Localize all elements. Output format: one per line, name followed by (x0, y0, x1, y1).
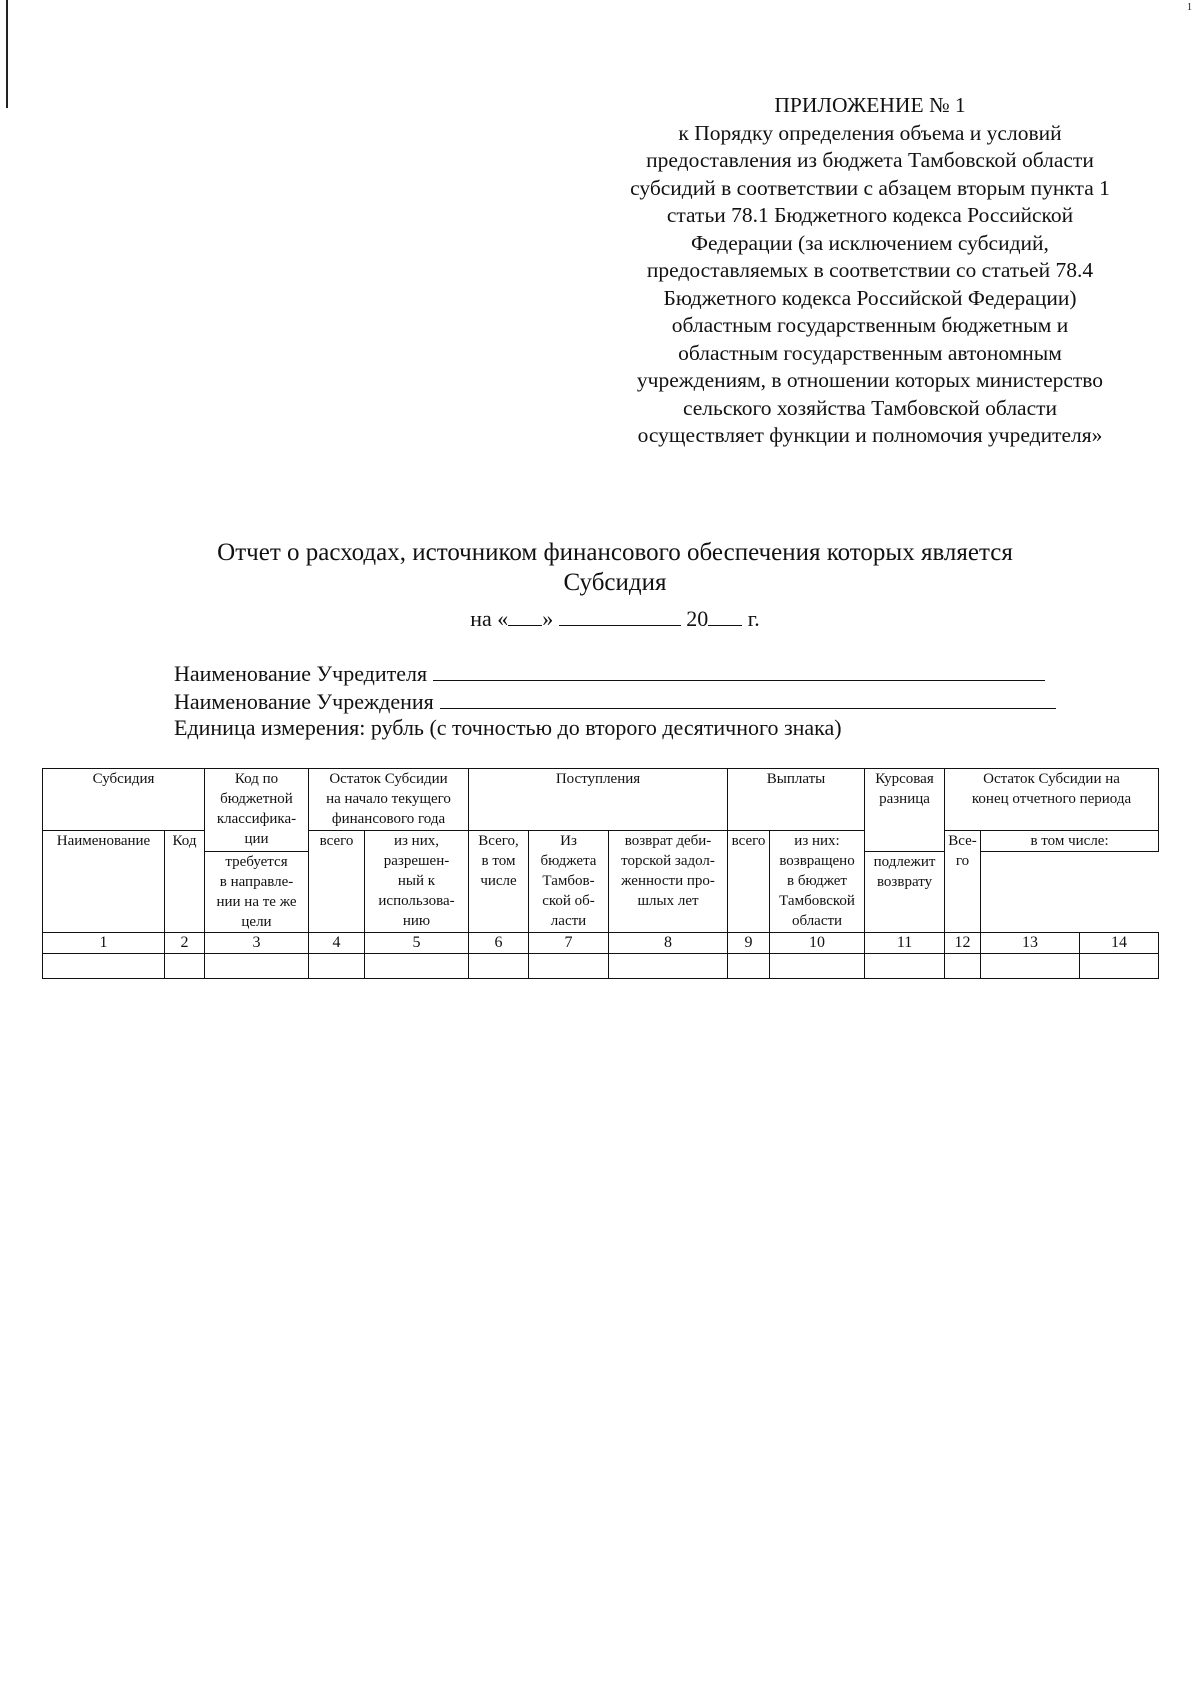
appendix-line: предоставления из бюджета Тамбовской области (646, 148, 1094, 172)
column-number: 6 (469, 933, 529, 954)
date-mid: » (542, 606, 554, 631)
header-budget-code: Код по бюджетной классифика- ции (205, 769, 309, 852)
header-exchange-diff: Курсовая разница (865, 769, 945, 852)
header-receipts-debt-return: возврат деби- торской задол- женности про- шлых лет (609, 831, 728, 933)
report-table (42, 768, 1159, 979)
table-cell[interactable] (728, 954, 770, 979)
column-number: 10 (770, 933, 865, 954)
appendix-line: Федерации (за исключением субсидий, (691, 230, 1049, 255)
column-number: 4 (309, 933, 365, 954)
header-end-required: требуется в направле- нии на те же цели (205, 852, 309, 933)
header-end-total: Все- го (945, 831, 981, 933)
founder-field (174, 660, 1056, 688)
report-title (150, 538, 1080, 598)
unit-of-measure: Единица измерения: рубль (с точностью до второго десятичного знака) (174, 715, 842, 740)
table-cell[interactable] (529, 954, 609, 979)
appendix-line: областным государственным бюджетным и (671, 313, 1069, 337)
year-blank[interactable] (708, 605, 742, 626)
column-number: 8 (609, 933, 728, 954)
header-start-permitted: из них, разрешен- ный к использова- нию (365, 831, 469, 933)
report-fields (174, 660, 1056, 742)
table-cell[interactable] (309, 954, 365, 979)
column-number: 2 (165, 933, 205, 954)
institution-blank[interactable] (440, 688, 1056, 709)
date-year: 20 (686, 606, 709, 631)
appendix-line: учреждениям, в отношении которых министерство (636, 368, 1104, 392)
appendix-line: осуществляет функции и полномочия учредителя» (637, 423, 1103, 447)
column-number: 1 (43, 933, 165, 954)
column-number: 13 (981, 933, 1080, 954)
appendix-line: субсидий в соответствии с абзацем вторым пункта 1 (630, 175, 1110, 200)
header-code: Код (165, 831, 205, 933)
institution-label: Наименование Учреждения (174, 688, 434, 714)
header-payments: Выплаты (728, 769, 865, 831)
table-cell[interactable] (365, 954, 469, 979)
page-corner-mark: 1 (1187, 2, 1192, 13)
header-end-including: в том числе: (981, 831, 1159, 852)
header-receipts-budget: Из бюджета Тамбов- ской об- ласти (529, 831, 609, 933)
founder-blank[interactable] (433, 660, 1045, 681)
appendix-line: областным государственным автономным (678, 340, 1062, 365)
header-start-total: всего (309, 831, 365, 933)
appendix-line: к Порядку определения объема и условий (678, 120, 1062, 145)
table-cell[interactable] (165, 954, 205, 979)
date-prefix: на « (470, 606, 509, 631)
column-number: 5 (365, 933, 469, 954)
header-end-balance: Остаток Субсидии на конец отчетного периода (945, 769, 1159, 831)
day-blank[interactable] (508, 605, 542, 626)
report-title-line: Отчет о расходах, источником финансового обеспечения которых является (217, 539, 1013, 566)
table-cell[interactable] (609, 954, 728, 979)
table-cell[interactable] (469, 954, 529, 979)
table-row (43, 954, 1159, 979)
date-suffix: г. (747, 606, 760, 631)
appendix-header (600, 92, 1140, 450)
report-title-subject: Субсидия (563, 569, 667, 596)
column-number: 9 (728, 933, 770, 954)
header-end-to-return: подлежит возврату (865, 852, 945, 933)
table-cell[interactable] (945, 954, 981, 979)
founder-label: Наименование Учредителя (174, 661, 428, 686)
appendix-line: предоставляемых в соответствии со статьей 78.4 (646, 258, 1094, 282)
appendix-title: ПРИЛОЖЕНИЕ № 1 (774, 93, 966, 117)
header-row-1 (43, 769, 1159, 831)
scan-edge-mark (6, 0, 8, 108)
table-cell[interactable] (205, 954, 309, 979)
header-subsidy: Субсидия (43, 769, 205, 831)
column-number: 11 (865, 933, 945, 954)
header-receipts: Поступления (469, 769, 728, 831)
report-date-line (150, 605, 1080, 632)
month-blank[interactable] (559, 605, 681, 626)
institution-field (174, 688, 1056, 716)
column-number: 3 (205, 933, 309, 954)
column-number: 14 (1080, 933, 1159, 954)
appendix-line: статьи 78.1 Бюджетного кодекса Российской (666, 203, 1074, 227)
header-start-balance: Остаток Субсидии на начало текущего финансового года (309, 769, 469, 831)
header-receipts-total: Всего, в том числе (469, 831, 529, 933)
table-cell[interactable] (865, 954, 945, 979)
column-number: 7 (529, 933, 609, 954)
header-name: Наименование (43, 831, 165, 933)
column-number: 12 (945, 933, 981, 954)
table-cell[interactable] (981, 954, 1080, 979)
header-payments-returned: из них: возвращено в бюджет Тамбовской области (770, 831, 865, 933)
table-cell[interactable] (43, 954, 165, 979)
header-payments-total: всего (728, 831, 770, 933)
appendix-line: Бюджетного кодекса Российской Федерации) (663, 285, 1077, 310)
table-cell[interactable] (1080, 954, 1159, 979)
column-numbers-row (43, 933, 1159, 954)
table-cell[interactable] (770, 954, 865, 979)
appendix-line: сельского хозяйства Тамбовской области (682, 395, 1058, 420)
